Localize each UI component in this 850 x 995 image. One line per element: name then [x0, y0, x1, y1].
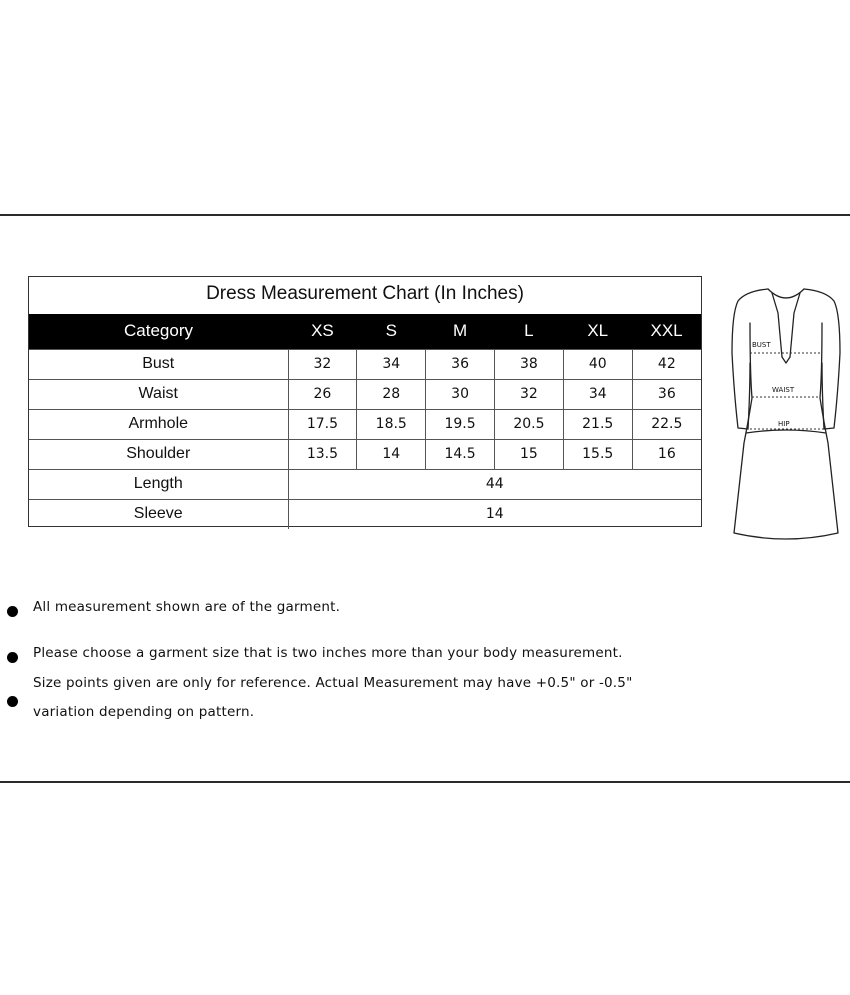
table-cell: 36	[632, 379, 701, 409]
header-size-l: L	[494, 314, 563, 349]
bullet-dot	[7, 606, 18, 617]
bullet-dot	[7, 652, 18, 663]
table-cell: 42	[632, 349, 701, 379]
table-cell: 15	[494, 439, 563, 469]
table-cell-span: 14	[288, 499, 701, 529]
table-cell: 30	[426, 379, 495, 409]
hip-label: HIP	[778, 420, 790, 428]
table-row-length	[29, 469, 701, 499]
note-garment: All measurement shown are of the garment.	[33, 599, 341, 615]
note-variation: variation depending on pattern.	[33, 704, 255, 720]
table-cell: 21.5	[563, 409, 632, 439]
table-row-sleeve	[29, 499, 701, 529]
bust-label: BUST	[752, 341, 771, 349]
table-cell: 17.5	[288, 409, 357, 439]
header-category: Category	[29, 314, 288, 349]
table-cell: 32	[494, 379, 563, 409]
measurement-chart	[28, 276, 702, 527]
bottom-divider	[0, 781, 850, 783]
row-label: Length	[29, 469, 288, 499]
bullet-dot	[7, 696, 18, 707]
table-cell: 32	[288, 349, 357, 379]
header-size-m: M	[426, 314, 495, 349]
table-cell: 26	[288, 379, 357, 409]
table-cell: 36	[426, 349, 495, 379]
note-reference: Size points given are only for reference. Actual Measurement may have +0.5" or -0.5"	[33, 675, 633, 691]
table-cell: 34	[357, 349, 426, 379]
table-cell: 20.5	[494, 409, 563, 439]
note-size-choice: Please choose a garment size that is two inches more than your body measurement.	[33, 645, 623, 661]
top-divider	[0, 214, 850, 216]
table-cell: 14.5	[426, 439, 495, 469]
placket-left-shape	[772, 293, 782, 357]
table-row-bust	[29, 349, 701, 379]
size-table	[29, 314, 701, 529]
header-size-xxl: XXL	[632, 314, 701, 349]
header-size-xl: XL	[563, 314, 632, 349]
table-row-shoulder	[29, 439, 701, 469]
waist-label: WAIST	[772, 386, 795, 394]
body-outline-shape	[734, 323, 838, 539]
row-label: Waist	[29, 379, 288, 409]
table-cell: 38	[494, 349, 563, 379]
table-cell: 13.5	[288, 439, 357, 469]
table-cell: 19.5	[426, 409, 495, 439]
row-label: Sleeve	[29, 499, 288, 529]
row-label: Bust	[29, 349, 288, 379]
table-cell: 16	[632, 439, 701, 469]
table-cell-span: 44	[288, 469, 701, 499]
table-cell: 18.5	[357, 409, 426, 439]
dress-diagram	[726, 283, 846, 545]
table-row-waist	[29, 379, 701, 409]
placket-tip-shape	[782, 357, 790, 363]
header-size-s: S	[357, 314, 426, 349]
chart-title: Dress Measurement Chart (In Inches)	[206, 283, 524, 304]
row-label: Armhole	[29, 409, 288, 439]
header-row	[29, 314, 701, 349]
table-cell: 40	[563, 349, 632, 379]
table-cell: 34	[563, 379, 632, 409]
table-row-armhole	[29, 409, 701, 439]
table-cell: 22.5	[632, 409, 701, 439]
row-label: Shoulder	[29, 439, 288, 469]
header-size-xs: XS	[288, 314, 357, 349]
table-cell: 28	[357, 379, 426, 409]
hip-seam-shape	[746, 430, 826, 433]
table-cell: 14	[357, 439, 426, 469]
placket-right-shape	[790, 293, 800, 357]
table-cell: 15.5	[563, 439, 632, 469]
